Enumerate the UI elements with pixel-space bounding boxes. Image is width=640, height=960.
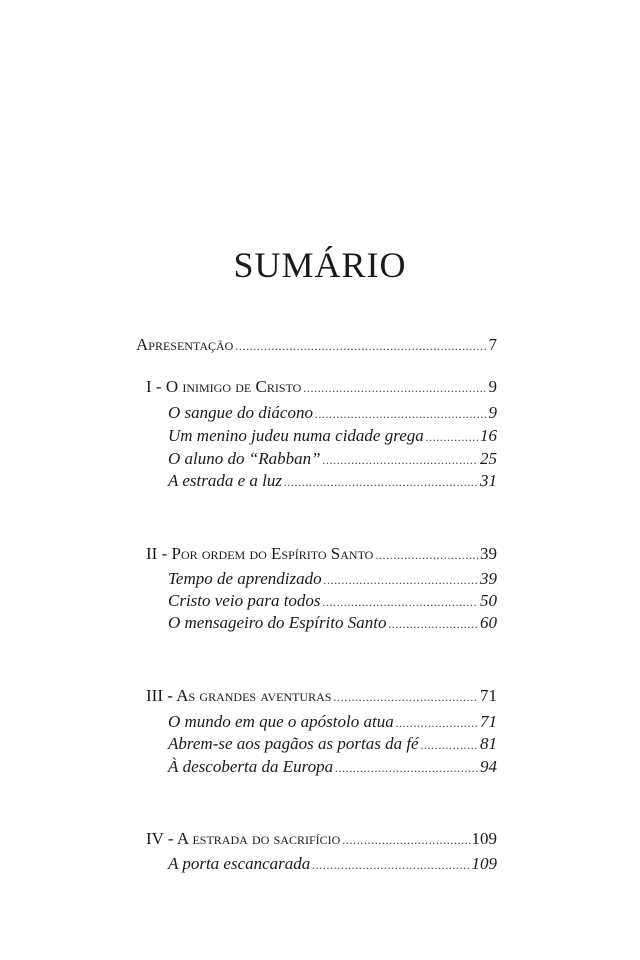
dot-leader [333,686,478,708]
toc-page-number: 71 [480,712,497,731]
toc-page-number: 9 [488,377,497,396]
toc-section[interactable] [168,733,497,756]
dot-leader [421,734,478,756]
toc-section[interactable] [168,448,497,471]
toc-label: O mundo em que o apóstolo atua [168,712,394,731]
dot-leader [235,335,486,357]
toc-section[interactable] [168,568,497,591]
dot-leader [388,613,478,635]
toc-page-number: 39 [480,544,497,563]
toc-label: O sangue do diácono [168,403,313,422]
toc-page-number: 81 [480,734,497,753]
dot-leader [335,757,478,779]
toc-label: Um menino judeu numa cidade grega [168,426,424,445]
toc-entry-presentation[interactable] [136,334,497,357]
toc-section[interactable] [168,711,497,734]
toc-chapter-2[interactable] [146,543,497,566]
toc-section[interactable] [168,470,497,493]
toc-section[interactable] [168,756,497,779]
dot-leader [303,377,486,399]
toc-chapter-3[interactable] [146,685,497,708]
toc-page-number: 16 [480,426,497,445]
toc-page-number: 39 [480,569,497,588]
toc-section[interactable] [168,402,497,425]
toc-label: II - Por ordem do Espírito Santo [146,544,374,563]
toc-label: Cristo veio para todos [168,591,321,610]
toc-label: A porta escancarada [168,854,311,873]
toc-label: Abrem-se aos pagãos as portas da fé [168,734,419,753]
toc-label: Apresentação [136,335,234,354]
toc-page-number: 25 [480,449,497,468]
toc-page-number: 50 [480,591,497,610]
dot-leader [312,854,469,876]
toc-section[interactable] [168,425,497,448]
dot-leader [324,569,478,591]
dot-leader [284,471,478,493]
toc-page-number: 94 [480,757,497,776]
toc-section[interactable] [168,853,497,876]
toc-page-number: 31 [480,471,497,490]
toc-page-number: 109 [471,854,497,873]
dot-leader [323,449,478,471]
toc-page-number: 9 [488,403,497,422]
toc-label: Tempo de aprendizado [168,569,322,588]
toc-label: O aluno do “Rabban” [168,449,321,468]
toc-page-number: 71 [480,686,497,705]
toc-page-number: 109 [471,829,497,848]
toc-label: À descoberta da Europa [168,757,334,776]
toc-label: O mensageiro do Espírito Santo [168,613,387,632]
toc-page-number: 7 [488,335,497,354]
toc-page-number: 60 [480,613,497,632]
toc-label: III - As grandes aventuras [146,686,332,705]
dot-leader [342,829,469,851]
dot-leader [426,426,478,448]
toc-label: I - O inimigo de Cristo [146,377,302,396]
toc-section[interactable] [168,612,497,635]
toc-chapter-4[interactable] [146,828,497,851]
dot-leader [315,403,487,425]
dot-leader [375,544,478,566]
page-title: SUMÁRIO [233,245,407,285]
dot-leader [323,591,478,613]
toc-chapter-1[interactable] [146,376,497,399]
toc-label: IV - A estrada do sacrifício [146,829,341,848]
toc-section[interactable] [168,590,497,613]
dot-leader [396,712,478,734]
toc-label: A estrada e a luz [168,471,282,490]
